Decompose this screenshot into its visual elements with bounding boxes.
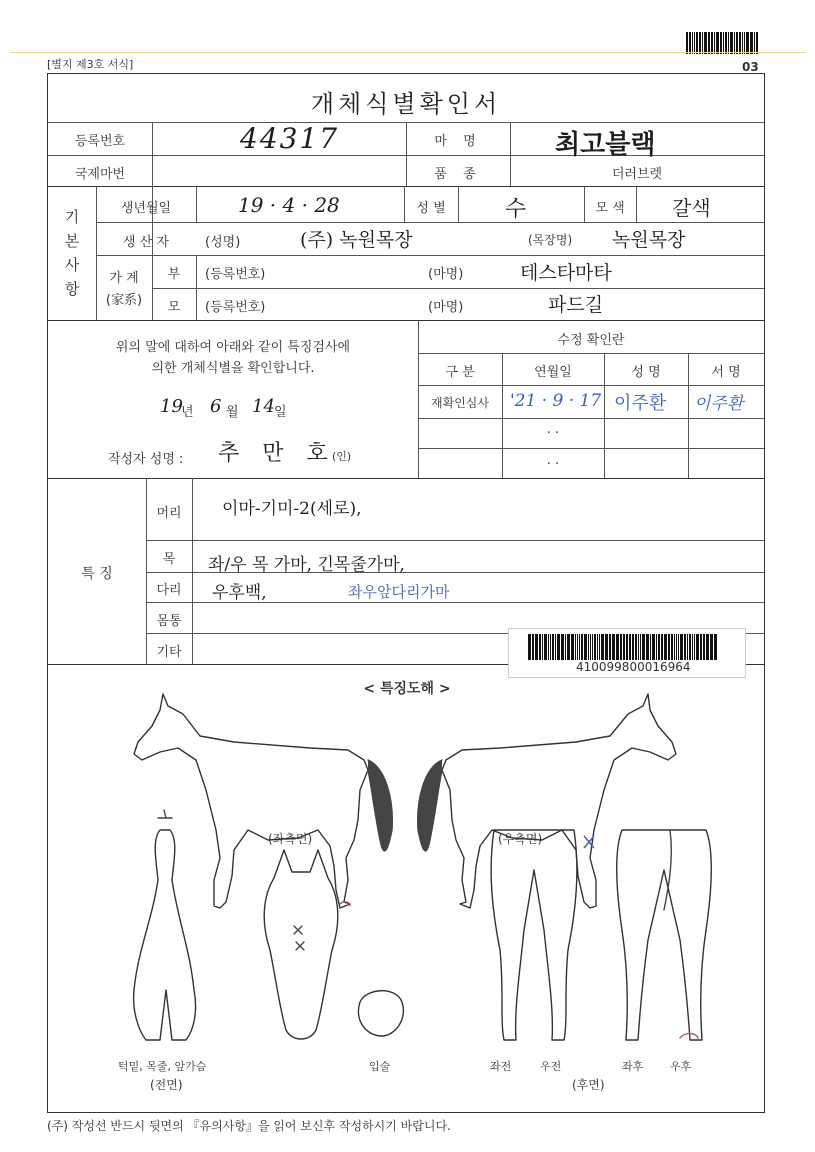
barcode-bar xyxy=(714,32,715,54)
producer-name-label: (성명) xyxy=(205,235,241,250)
dam-reg-label: (등록번호) xyxy=(205,300,266,315)
reg-no-label: 등록번호 xyxy=(74,134,126,149)
right-side-label: (우측면) xyxy=(498,832,543,846)
barcode-bar xyxy=(629,634,631,660)
barcode-bar xyxy=(539,634,541,660)
statement-line1: 위의 말에 대하여 아래와 같이 특징검사에 xyxy=(115,340,351,355)
sire-name-label: (마명) xyxy=(428,267,464,282)
sire-reg-label: (등록번호) xyxy=(205,267,266,282)
barcode-bar xyxy=(704,32,707,54)
rear-legs xyxy=(617,830,712,1040)
barcode-bar xyxy=(676,634,677,660)
barcode-bar xyxy=(552,634,554,660)
revision-col-date: 연월일 xyxy=(534,365,572,380)
date-year-unit: 년 xyxy=(181,405,194,420)
revision-row1-name: 이주환 xyxy=(614,393,667,414)
writer-label: 작성자 성명 : xyxy=(108,452,184,467)
color-label: 모 색 xyxy=(595,201,625,216)
revision-title: 수정 확인란 xyxy=(557,333,625,348)
revision-row3-date: · · xyxy=(546,457,560,472)
color-value: 갈색 xyxy=(672,196,711,220)
barcode-bar xyxy=(544,634,547,660)
barcode-bar xyxy=(694,634,695,660)
barcode-bar xyxy=(692,634,693,660)
barcode-bar xyxy=(716,32,719,54)
birth-label: 생년월일 xyxy=(120,201,172,216)
barcode-bar xyxy=(640,634,641,660)
barcode-bar xyxy=(706,634,709,660)
front-caption: 턱밑, 목줄, 앞가슴 xyxy=(118,1060,207,1073)
date-day: 14 xyxy=(252,396,275,417)
pedigree-label: 가 계 xyxy=(109,271,139,286)
head-value: 이마-기미-2(세로), xyxy=(222,499,362,519)
barcode-bar xyxy=(739,32,741,54)
barcode-bar xyxy=(703,634,705,660)
barcode-bar xyxy=(728,32,729,54)
revision-col-sign: 서 명 xyxy=(711,365,741,380)
page-code: 03 xyxy=(742,60,759,74)
barcode-bar xyxy=(638,634,639,660)
barcode-bar xyxy=(548,634,549,660)
barcode-bar xyxy=(730,32,733,54)
barcode-number: 410099800016964 xyxy=(576,660,691,674)
reg-no-value: 44317 xyxy=(240,122,340,155)
barcode-bar xyxy=(699,32,701,54)
barcode-bar xyxy=(565,634,566,660)
legs-value-black: 우후백, xyxy=(212,583,267,603)
barcode-bar xyxy=(584,634,587,660)
intl-no-label: 국제마번 xyxy=(74,167,126,182)
barcode-bar xyxy=(528,634,531,660)
horse-name-value: 최고블랙 xyxy=(555,130,656,160)
legs-value-blue: 좌우앞다리가마 xyxy=(348,583,450,601)
farm-value: 녹원목장 xyxy=(612,229,686,251)
barcode-bar xyxy=(702,32,703,54)
statement-line2: 의한 개체식별을 확인합니다. xyxy=(151,361,315,376)
barcode-bar xyxy=(686,32,688,54)
barcode-bar xyxy=(687,634,688,660)
front-label: (전면) xyxy=(150,1078,183,1092)
horse-name-label: 마 명 xyxy=(434,134,482,149)
barcode-bar xyxy=(661,634,663,660)
barcode-bar xyxy=(671,634,673,660)
barcode-bar xyxy=(689,634,691,660)
barcode-bar xyxy=(581,634,583,660)
barcode-bar xyxy=(684,634,686,660)
barcode-bar xyxy=(750,32,753,54)
other-label: 기타 xyxy=(156,645,182,660)
barcode-bar xyxy=(542,634,543,660)
barcode-bar xyxy=(601,634,604,660)
header-rule xyxy=(10,52,806,53)
barcode-bar xyxy=(689,32,691,54)
front-neck xyxy=(134,830,196,1040)
barcode-bar xyxy=(590,634,591,660)
barcode-bar xyxy=(674,634,675,660)
barcode-bar xyxy=(599,634,600,660)
producer-label: 생 산 자 xyxy=(123,235,169,250)
barcode-bar xyxy=(700,634,702,660)
barcode-bar xyxy=(561,634,564,660)
barcode-bar xyxy=(650,634,651,660)
barcode-bar xyxy=(579,634,580,660)
barcode-bar xyxy=(609,634,611,660)
writer-seal: (인) xyxy=(332,450,352,463)
barcode-bar xyxy=(646,634,649,660)
barcode-bar xyxy=(692,32,693,54)
head-label: 머리 xyxy=(156,506,182,521)
barcode-bar xyxy=(696,634,699,660)
barcode-bar xyxy=(626,634,628,660)
barcode-bar xyxy=(736,32,738,54)
barcode-bar xyxy=(742,32,743,54)
revision-col-type: 구 분 xyxy=(445,365,475,380)
revision-row1-sign: 이주환 xyxy=(694,394,744,414)
barcode-bar xyxy=(571,634,574,660)
front-left-leg-label: 좌전 xyxy=(490,1060,512,1073)
barcode-bar xyxy=(597,634,598,660)
basic-section-label: 기본사항 xyxy=(64,208,80,298)
breed-value: 더러브렛 xyxy=(611,167,663,182)
barcode-bar xyxy=(592,634,593,660)
barcode-bar xyxy=(711,32,713,54)
revision-row1-date: '21 · 9 · 17 xyxy=(510,391,602,411)
lips xyxy=(358,991,403,1036)
barcode-bar xyxy=(696,32,698,54)
farm-label: (목장명) xyxy=(528,233,573,247)
barcode-bar xyxy=(754,32,755,54)
form-number: [별지 제3호 서식] xyxy=(47,58,134,71)
barcode-bar xyxy=(694,32,695,54)
sire-name-value: 테스타마타 xyxy=(520,262,612,284)
horse-diagram xyxy=(48,690,764,1100)
writer-value: 추 만 호 xyxy=(218,441,336,466)
barcode-bar xyxy=(723,32,724,54)
barcode-bar xyxy=(756,32,758,54)
hind-left-leg-label: 좌후 xyxy=(622,1060,644,1073)
date-month: 6 xyxy=(210,396,222,417)
dam-label: 모 xyxy=(167,300,181,315)
revision-row1-type: 재확인심사 xyxy=(431,396,489,410)
barcode xyxy=(528,634,718,660)
barcode-bar xyxy=(656,634,657,660)
left-side-label: (좌측면) xyxy=(268,832,313,846)
barcode-bar xyxy=(567,634,570,660)
legs-label: 다리 xyxy=(156,583,182,598)
barcode-bar xyxy=(550,634,551,660)
diagram-title: < 특징도해 > xyxy=(363,681,451,697)
barcode-bar xyxy=(734,32,735,54)
right-side-horse xyxy=(442,694,676,908)
body-label: 몸통 xyxy=(156,614,182,629)
dam-name-value: 파드길 xyxy=(548,294,604,316)
sex-label: 성 별 xyxy=(416,201,446,216)
barcode-bar xyxy=(616,634,619,660)
barcode-bar xyxy=(746,32,749,54)
barcode-bar xyxy=(664,634,667,660)
footer-note: (주) 작성선 반드시 뒷면의 『유의사항』을 읽어 보신후 작성하시기 바랍니다. xyxy=(47,1119,451,1133)
barcode-bar xyxy=(555,634,556,660)
barcode-bar xyxy=(642,634,645,660)
producer-name-value: (주) 녹원목장 xyxy=(300,229,413,251)
barcode-bar xyxy=(710,634,713,660)
barcode-bar xyxy=(744,32,745,54)
barcode-bar xyxy=(623,634,625,660)
barcode-bar xyxy=(720,32,722,54)
top-barcode xyxy=(686,32,759,54)
page-title: 개체식별확인서 xyxy=(310,90,502,118)
sex-value: 수 xyxy=(505,197,527,222)
neck-value: 좌/우 목 가마, 긴목줄가마, xyxy=(208,555,405,575)
barcode-bar xyxy=(678,634,679,660)
barcode-bar xyxy=(532,634,534,660)
barcode-bar xyxy=(588,634,589,660)
barcode-bar xyxy=(714,634,717,660)
date-month-unit: 월 xyxy=(226,405,239,420)
barcode-bar xyxy=(612,634,615,660)
barcode-bar xyxy=(668,634,670,660)
barcode-bar xyxy=(635,634,637,660)
birth-value: 19 · 4 · 28 xyxy=(238,193,340,217)
front-right-leg-label: 우전 xyxy=(540,1060,562,1073)
features-section-label: 특 징 xyxy=(81,566,113,582)
rear-label: (후면) xyxy=(572,1078,605,1092)
neck-label: 목 xyxy=(162,552,176,567)
left-side-horse xyxy=(134,694,368,908)
barcode-bar xyxy=(708,32,710,54)
front-legs xyxy=(491,830,577,1040)
revision-col-name: 성 명 xyxy=(631,365,661,380)
barcode-bar xyxy=(725,32,727,54)
barcode-bar xyxy=(535,634,538,660)
date-year: 19 xyxy=(160,396,183,417)
hind-right-leg-label: 우후 xyxy=(670,1060,692,1073)
barcode-bar xyxy=(605,634,608,660)
breed-label: 품 종 xyxy=(434,167,482,182)
barcode-bar xyxy=(652,634,655,660)
barcode-bar xyxy=(632,634,634,660)
dam-name-label: (마명) xyxy=(428,300,464,315)
barcode-bar xyxy=(575,634,576,660)
revision-row2-date: · · xyxy=(546,426,560,441)
barcode-bar xyxy=(594,634,596,660)
lips-label: 입술 xyxy=(369,1060,391,1073)
barcode-bar xyxy=(557,634,560,660)
pedigree-label-hanja: (家系) xyxy=(105,293,143,308)
date-day-unit: 일 xyxy=(274,405,287,420)
barcode-bar xyxy=(577,634,578,660)
sire-label: 부 xyxy=(167,267,181,282)
barcode-bar xyxy=(680,634,683,660)
barcode-bar xyxy=(620,634,622,660)
barcode-bar xyxy=(658,634,660,660)
